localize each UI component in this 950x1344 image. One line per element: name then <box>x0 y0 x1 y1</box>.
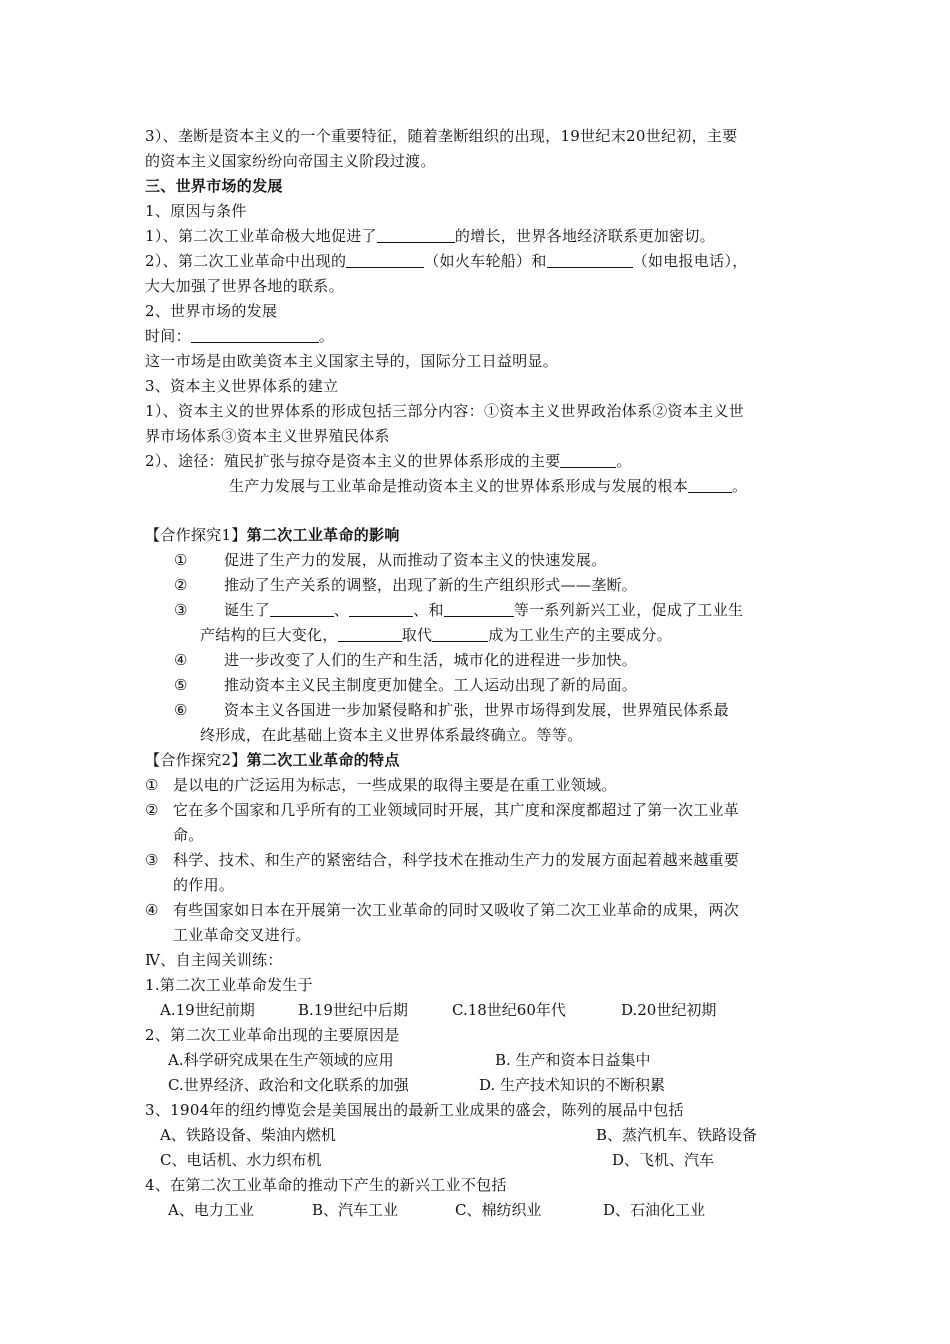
question-4: 4、在第二次工业革命的推动下产生的新兴工业不包括 <box>145 1176 507 1194</box>
item-text: 是以电的广泛运用为标志，一些成果的取得主要是在重工业领域。 <box>173 776 617 794</box>
text: 时间： <box>145 327 191 345</box>
text: 诞生了 <box>224 601 270 619</box>
text: （如电报电话）， <box>632 252 748 270</box>
market-note: 这一市场是由欧美资本主义国家主导的，国际分工日益明显。 <box>145 352 559 370</box>
q1-option-d[interactable]: D.20世纪初期 <box>621 1001 717 1019</box>
subheading-causes: 1、原因与条件 <box>145 202 247 220</box>
coop1-item-5 <box>174 673 637 698</box>
subheading-market: 2、世界市场的发展 <box>145 302 278 320</box>
item-number: ⑥ <box>174 701 188 719</box>
text: 生产力发展与工业革命是推动资本主义的世界体系形成与发展的根本 <box>229 477 689 495</box>
text: 。 <box>616 452 632 470</box>
fill-blank[interactable] <box>547 251 633 268</box>
coop2-heading <box>145 748 400 773</box>
item-number: ③ <box>174 601 188 619</box>
item-text: 科学、技术、和生产的紧密结合，科学技术在推动生产力的发展方面起着越来越重要 <box>173 851 740 869</box>
text: 2）、途径：殖民扩张与掠夺是资本主义的世界体系形成的主要 <box>145 452 561 470</box>
training-title: Ⅳ、自主闯关训练： <box>145 951 283 969</box>
question-1: 1.第二次工业革命发生于 <box>145 976 313 994</box>
text: 2）、第二次工业革命中出现的 <box>145 252 347 270</box>
coop1-item-3-cont <box>200 623 672 648</box>
question-3: 3、1904年的纽约博览会是美国展出的最新工业成果的盛会，陈列的展品中包括 <box>145 1101 684 1119</box>
text: 、和 <box>413 601 444 619</box>
text: 产结构的巨大变化， <box>200 626 338 644</box>
tag: 【合作探究2】 <box>145 751 247 769</box>
item-number: ③ <box>145 851 159 869</box>
system-2 <box>145 449 632 474</box>
q3-option-d[interactable]: D、飞机、汽车 <box>612 1151 715 1169</box>
q3-option-c[interactable]: C、电话机、水力织布机 <box>160 1151 322 1169</box>
text: 1）、第二次工业革命极大地促进了 <box>145 227 377 245</box>
q4-option-a[interactable]: A、电力工业 <box>168 1201 254 1219</box>
fill-blank[interactable] <box>349 600 413 617</box>
item-number: ⑤ <box>174 676 188 694</box>
tag: 【合作探究1】 <box>145 526 247 544</box>
text: 。 <box>732 477 748 495</box>
coop2-item-2 <box>145 798 739 823</box>
text: 。 <box>318 327 335 345</box>
question-2: 2、第二次工业革命出现的主要原因是 <box>145 1026 400 1044</box>
fill-blank[interactable] <box>191 326 319 343</box>
q2-option-b[interactable]: B. 生产和资本日益集中 <box>495 1051 651 1069</box>
fill-blank[interactable] <box>688 476 732 493</box>
coop1-item-4 <box>174 648 637 673</box>
intro-line-2: 的资本主义国家纷纷向帝国主义阶段过渡。 <box>145 152 436 170</box>
coop1-item-6 <box>174 698 729 723</box>
q4-option-d[interactable]: D、石油化工业 <box>603 1201 706 1219</box>
fill-blank[interactable] <box>560 451 616 468</box>
coop2-item-3 <box>145 848 739 873</box>
item-text: 促进了生产力的发展，从而推动了资本主义的快速发展。 <box>224 551 607 569</box>
item-number: ① <box>174 551 188 569</box>
time-line <box>145 324 334 349</box>
cause-2-cont: 大大加强了世界各地的联系。 <box>145 277 344 295</box>
item-text: 进一步改变了人们的生产和生活，城市化的进程进一步加快。 <box>224 651 638 669</box>
coop2-item-4-cont: 工业革命交叉进行。 <box>173 926 311 944</box>
coop2-item-4 <box>145 898 739 923</box>
text: 取代 <box>401 626 433 644</box>
system-1: 1）、资本主义的世界体系的形成包括三部分内容：①资本主义世界政治体系②资本主义世 <box>145 402 745 420</box>
fill-blank[interactable] <box>270 600 334 617</box>
text: 成为工业生产的主要成分。 <box>488 626 672 644</box>
item-number: ② <box>174 576 188 594</box>
item-number: ④ <box>174 651 188 669</box>
subheading-system: 3、资本主义世界体系的建立 <box>145 377 339 395</box>
coop1-item-2 <box>174 573 637 598</box>
fill-blank[interactable] <box>432 625 488 642</box>
coop1-item-3 <box>174 598 743 623</box>
text: 、 <box>333 601 350 619</box>
coop2-item-3-cont: 的作用。 <box>173 876 235 894</box>
cause-2 <box>145 249 748 274</box>
coop2-item-2-cont: 命。 <box>173 826 204 844</box>
coop1-item-6-cont: 终形成，在此基础上资本主义世界体系最终确立。等等。 <box>200 726 583 744</box>
item-text: 推动资本主义民主制度更加健全。工人运动出现了新的局面。 <box>224 676 638 694</box>
fill-blank[interactable] <box>377 226 455 243</box>
q1-option-b[interactable]: B.19世纪中后期 <box>298 1001 408 1019</box>
coop2-item-1 <box>145 773 617 798</box>
q1-option-a[interactable]: A.19世纪前期 <box>160 1001 255 1019</box>
q4-option-b[interactable]: B、汽车工业 <box>312 1201 399 1219</box>
intro-line-1: 3）、垄断是资本主义的一个重要特征，随着垄断组织的出现，19世纪末20世纪初，主要 <box>145 127 738 145</box>
cause-1 <box>145 224 715 249</box>
system-3 <box>229 474 747 499</box>
text: （如火车轮船）和 <box>424 252 547 270</box>
title: 第二次工业革命的特点 <box>246 751 400 769</box>
coop1-heading <box>145 523 400 548</box>
q3-option-a[interactable]: A、铁路设备、柴油内燃机 <box>160 1126 336 1144</box>
item-number: ④ <box>145 901 159 919</box>
fill-blank[interactable] <box>444 600 514 617</box>
item-text: 它在多个国家和几乎所有的工业领域同时开展，其广度和深度都超过了第一次工业革 <box>173 801 740 819</box>
title: 第二次工业革命的影响 <box>246 526 400 544</box>
item-number: ① <box>145 776 159 794</box>
coop1-item-1 <box>174 548 607 573</box>
q1-option-c[interactable]: C.18世纪60年代 <box>452 1001 566 1019</box>
item-text: 有些国家如日本在开展第一次工业革命的同时又吸收了第二次工业革命的成果，两次 <box>173 901 740 919</box>
text: 等一系列新兴工业，促成了工业生 <box>513 601 744 619</box>
q3-option-b[interactable]: B、蒸汽机车、铁路设备 <box>596 1126 758 1144</box>
q2-option-d[interactable]: D. 生产技术知识的不断积累 <box>479 1076 666 1094</box>
system-1-cont: 界市场体系③资本主义世界殖民体系 <box>145 427 390 445</box>
text: 资本主义各国进一步加紧侵略和扩张，世界市场得到发展，世界殖民体系最 <box>224 701 729 719</box>
section-3-title: 三、世界市场的发展 <box>145 177 283 195</box>
text: 的增长，世界各地经济联系更加密切。 <box>454 227 715 245</box>
q4-option-c[interactable]: C、棉纺织业 <box>455 1201 542 1219</box>
q2-option-a[interactable]: A.科学研究成果在生产领域的应用 <box>168 1051 394 1069</box>
item-text: 推动了生产关系的调整，出现了新的生产组织形式——垄断。 <box>224 576 638 594</box>
item-number: ② <box>145 801 159 819</box>
q2-option-c[interactable]: C.世界经济、政治和文化联系的加强 <box>168 1076 409 1094</box>
fill-blank[interactable] <box>346 251 424 268</box>
fill-blank[interactable] <box>338 625 402 642</box>
